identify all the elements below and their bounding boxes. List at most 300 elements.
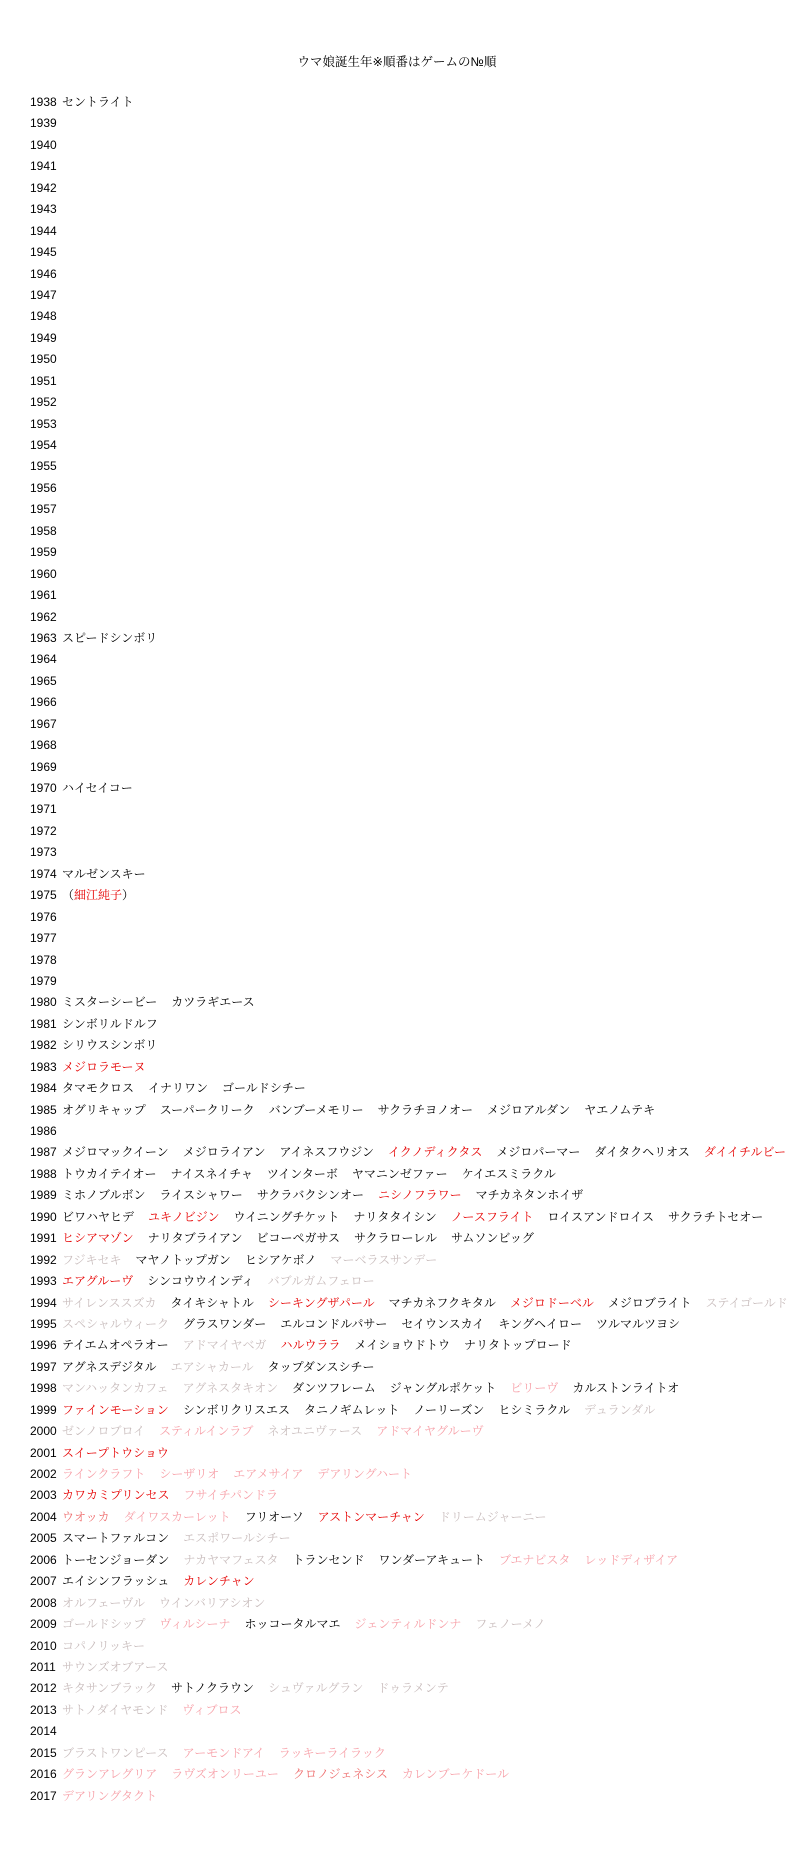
uma-name: ウイニングチケット [233,1209,340,1224]
year-row [30,1764,794,1785]
uma-name: グラスワンダー [183,1316,267,1331]
year-row [30,242,794,263]
uma-name: サクラローレル [353,1231,437,1246]
uma-name: アーモンドアイ [182,1745,265,1760]
uma-name: ビリーヴ [510,1381,559,1396]
uma-name: メジロライアン [182,1145,266,1160]
year-list [30,92,794,1807]
uma-name: メジロラモーヌ [62,1059,146,1074]
year-label: 1941 [30,159,57,174]
uma-name: デアリングタクト [62,1788,158,1803]
uma-name: ゴールドシチー [222,1081,306,1096]
uma-name: カツラギエース [171,995,255,1010]
uma-name: バブルガムフェロー [267,1274,375,1289]
year-row [30,1185,794,1206]
year-row [30,1721,794,1742]
year-label: 1987 [30,1145,57,1160]
uma-name: テイエムオペラオー [62,1338,169,1353]
uma-name: ブエナビスタ [498,1552,571,1567]
uma-name: トーセンジョーダン [62,1552,170,1567]
year-row [30,1014,794,1035]
year-label: 1948 [30,309,57,324]
uma-name: シーザリオ [159,1467,220,1481]
year-label: 1985 [30,1102,57,1117]
uma-name: ） [122,888,135,903]
year-row [30,328,794,349]
year-row [30,1035,794,1056]
year-label: 2012 [30,1681,57,1696]
uma-name: マーベラスサンデー [330,1252,438,1267]
uma-name: イクノディクタス [388,1145,483,1160]
year-label: 1965 [30,673,57,688]
year-label: 1996 [30,1338,57,1353]
uma-name: ダイイチルビー [703,1145,786,1160]
uma-name: シンコウウインディ [147,1274,254,1289]
year-row [30,864,794,885]
uma-name: シンボリルドルフ [62,1016,158,1031]
year-label: 1971 [30,802,57,817]
uma-name: ライスシャワー [159,1188,243,1203]
year-label: 1992 [30,1252,57,1267]
uma-name: ナイスネイチャ [170,1166,253,1181]
uma-name: ハルウララ [280,1338,341,1353]
uma-name: ビワハヤヒデ [62,1209,135,1224]
year-row [30,1228,794,1249]
uma-name: サトノダイヤモンド [62,1702,169,1717]
year-row [30,478,794,499]
uma-name: サクラバクシンオー [256,1188,365,1203]
year-label: 1994 [30,1295,57,1310]
year-label: 2001 [30,1445,57,1460]
year-row [30,692,794,713]
year-row [30,1293,794,1314]
uma-name: サトノクラウン [171,1681,254,1696]
year-row [30,156,794,177]
uma-name: タマモクロス [62,1081,135,1096]
year-row [30,992,794,1013]
year-label: 1984 [30,1081,57,1096]
year-label: 2008 [30,1595,57,1610]
year-label: 1976 [30,909,57,924]
year-row [30,285,794,306]
year-label: 1955 [30,459,57,474]
uma-name: メジロアルダン [487,1102,571,1117]
year-row [30,1485,794,1506]
uma-name: ツインターボ [266,1166,338,1181]
year-row [30,1357,794,1378]
year-label: 1993 [30,1274,57,1289]
year-label: 1991 [30,1231,57,1246]
year-label: 2010 [30,1638,57,1653]
year-label: 1982 [30,1038,57,1053]
year-label: 1959 [30,545,57,560]
uma-name: ラッキーライラック [278,1745,386,1760]
uma-name: ステイゴールド [705,1295,788,1310]
year-row [30,349,794,370]
year-row [30,113,794,134]
uma-name: グランアレグリア [62,1767,158,1782]
uma-name: コパノリッキー [62,1638,146,1653]
year-label: 2015 [30,1745,57,1760]
uma-name: デアリングハート [317,1467,412,1481]
year-row [30,92,794,113]
year-label: 1973 [30,845,57,860]
uma-name: ビコーペガサス [256,1231,340,1246]
year-row [30,1057,794,1078]
uma-name: アストンマーチャン [317,1509,425,1524]
year-row [30,971,794,992]
year-row [30,178,794,199]
year-label: 1945 [30,245,57,260]
uma-name: メジロブライト [607,1295,692,1310]
year-row [30,928,794,949]
year-label: 2014 [30,1724,57,1739]
uma-name: アドマイヤベガ [182,1338,267,1353]
uma-name: 細江純子 [74,888,123,903]
year-row [30,885,794,906]
year-row [30,1571,794,1592]
uma-name: バンブーメモリー [268,1102,364,1117]
uma-name: ネオユニヴァース [267,1424,363,1439]
year-label: 2007 [30,1574,57,1589]
uma-name: キングヘイロー [498,1316,582,1331]
year-row [30,1593,794,1614]
year-label: 1966 [30,695,57,710]
year-label: 1969 [30,759,57,774]
year-row [30,414,794,435]
uma-name: （ [62,888,75,903]
uma-name: サイレンススズカ [62,1295,157,1310]
year-label: 1974 [30,866,57,881]
uma-name: スイープトウショウ [62,1445,169,1460]
year-label: 1989 [30,1188,57,1203]
year-row [30,1207,794,1228]
year-row [30,757,794,778]
uma-name: ゴールドシップ [62,1617,146,1632]
uma-name: セントライト [62,95,134,109]
year-row [30,456,794,477]
year-row [30,1078,794,1099]
year-row [30,821,794,842]
uma-name: シンボリクリスエス [182,1402,291,1417]
year-row [30,199,794,220]
year-row [30,1507,794,1528]
uma-name: メジロパーマー [496,1145,581,1160]
uma-name: カレンチャン [183,1574,255,1589]
uma-name: サクラチトセオー [668,1209,764,1224]
uma-name: ヤエノムテキ [584,1102,656,1117]
uma-name: エアグルーヴ [62,1274,134,1289]
year-label: 1943 [30,202,57,217]
year-label: 1949 [30,330,57,345]
uma-name: スティルインラブ [159,1424,254,1439]
uma-name: ダンツフレーム [292,1381,376,1396]
year-row [30,521,794,542]
year-label: 1961 [30,588,57,603]
year-row [30,542,794,563]
uma-name: ファインモーション [62,1402,169,1417]
uma-name: イナリワン [148,1081,209,1096]
uma-name: アイネスフウジン [279,1145,375,1160]
year-row [30,1528,794,1549]
year-label: 1979 [30,973,57,988]
year-row [30,1164,794,1185]
uma-name: フジキセキ [62,1252,122,1267]
uma-name: ブラストワンピース [62,1745,169,1760]
year-row [30,1400,794,1421]
year-label: 1980 [30,995,57,1010]
year-label: 2004 [30,1509,57,1524]
year-row [30,735,794,756]
uma-name: マヤノトップガン [135,1252,231,1267]
year-label: 1995 [30,1316,57,1331]
year-row [30,842,794,863]
year-row [30,221,794,242]
year-label: 2006 [30,1552,57,1567]
uma-name: スピードシンボリ [62,630,158,645]
uma-name: マルゼンスキー [62,866,146,881]
year-label: 1975 [30,888,57,903]
uma-name: ジャングルポケット [389,1381,497,1396]
uma-name: ミホノブルボン [62,1188,146,1203]
year-label: 1947 [30,287,57,302]
uma-name: ヴィルシーナ [159,1617,231,1632]
year-label: 1942 [30,180,57,195]
uma-name: レッドディザイア [584,1552,679,1567]
year-label: 2016 [30,1767,57,1782]
uma-name: カワカミプリンセス [62,1488,170,1503]
uma-name: ホッコータルマエ [244,1617,341,1632]
year-label: 1999 [30,1402,57,1417]
year-label: 1983 [30,1059,57,1074]
year-row [30,799,794,820]
uma-name: セイウンスカイ [401,1316,485,1331]
uma-name: ナリタタイシン [353,1209,437,1224]
uma-name: デュランダル [584,1402,656,1417]
uma-name: タニノギムレット [304,1402,400,1417]
uma-name: アグネスデジタル [62,1359,157,1374]
year-label: 1939 [30,116,57,131]
year-label: 1940 [30,137,57,152]
year-label: 1970 [30,781,57,795]
year-row [30,264,794,285]
year-row [30,392,794,413]
year-row [30,1700,794,1721]
uma-name: ジェンティルドンナ [354,1617,462,1632]
year-label: 1964 [30,652,57,667]
uma-name: シリウスシンボリ [62,1038,158,1053]
year-label: 1968 [30,738,57,753]
year-row [30,628,794,649]
year-label: 1946 [30,266,57,281]
year-row [30,1678,794,1699]
uma-name: タップダンスシチー [267,1359,375,1374]
uma-name: フサイチパンドラ [183,1488,278,1503]
year-label: 1981 [30,1016,57,1031]
uma-name: ラインクラフト [62,1467,146,1481]
uma-name: ロイスアンドロイス [547,1209,655,1224]
year-row [30,1743,794,1764]
uma-name: サムソンビッグ [450,1231,534,1246]
uma-name: オグリキャップ [62,1102,146,1117]
uma-name: ノースフライト [450,1209,534,1224]
year-label: 1956 [30,480,57,495]
uma-name: ヒシアケボノ [244,1252,317,1267]
uma-name: マチカネタンホイザ [475,1188,584,1203]
uma-name: ハイセイコー [62,781,133,795]
uma-name: トランセンド [292,1552,365,1567]
year-row [30,1421,794,1442]
uma-name: ワンダーアキュート [378,1552,485,1567]
year-label: 1944 [30,223,57,238]
year-row [30,435,794,456]
year-label: 1988 [30,1166,57,1181]
year-row [30,1786,794,1807]
uma-name: オルフェーヴル [62,1595,146,1610]
year-row [30,649,794,670]
year-label: 1962 [30,609,57,624]
page-title: ウマ娘誕生年※順番はゲームの№順 [297,55,497,69]
year-label: 1977 [30,931,57,946]
uma-name: エアメサイア [233,1467,304,1481]
year-row [30,306,794,327]
year-label: 1997 [30,1359,57,1374]
uma-name: メイショウドトウ [354,1338,450,1353]
year-label: 2011 [30,1659,56,1674]
uma-name: アグネスタキオン [182,1381,279,1396]
uma-name: タイキシャトル [170,1295,254,1310]
uma-name: サウンズオブアース [62,1659,169,1674]
year-row [30,1314,794,1335]
uma-name: エルコンドルパサー [280,1316,388,1331]
uma-name: ナカヤマフェスタ [183,1552,279,1567]
year-row [30,1464,794,1485]
uma-name: メジロマックイーン [62,1145,169,1160]
uma-name: ノーリーズン [413,1402,485,1417]
year-label: 2013 [30,1702,57,1717]
year-label: 2003 [30,1488,57,1503]
uma-name: ナリタブライアン [147,1231,243,1246]
uma-name: ケイエスミラクル [461,1166,556,1181]
uma-name: ニシノフラワー [378,1188,462,1203]
uma-name: ゼンノロブロイ [62,1424,146,1439]
uma-name: クロノジェネシス [292,1767,388,1782]
uma-name: ドゥラメンテ [377,1681,449,1696]
year-label: 1960 [30,566,57,581]
year-row [30,1378,794,1399]
uma-name: エイシンフラッシュ [62,1574,170,1589]
year-label: 1953 [30,416,57,431]
year-row [30,1100,794,1121]
uma-name: アドマイヤグルーヴ [376,1424,484,1439]
year-label: 1952 [30,395,57,410]
year-row [30,1271,794,1292]
uma-name: ナリタトップロード [464,1338,572,1353]
year-row [30,499,794,520]
year-row [30,1550,794,1571]
uma-name: マンハッタンカフェ [62,1381,169,1396]
year-label: 2000 [30,1424,57,1439]
year-row [30,950,794,971]
uma-name: フリオーソ [244,1509,304,1524]
year-row [30,1335,794,1356]
year-label: 1967 [30,716,57,731]
year-label: 1990 [30,1209,57,1224]
year-label: 2009 [30,1617,57,1632]
year-row [30,1121,794,1142]
uma-name: キタサンブラック [62,1681,158,1696]
year-row [30,907,794,928]
year-row [30,585,794,606]
uma-name: カルストンライトオ [572,1381,680,1396]
year-label: 1951 [30,373,57,388]
year-row [30,1657,794,1678]
uma-name: ラヴズオンリーユー [171,1767,279,1782]
uma-name: スーパークリーク [159,1102,255,1117]
year-label: 1938 [30,95,57,109]
year-label: 2002 [30,1467,57,1481]
year-label: 1972 [30,823,57,838]
year-row [30,671,794,692]
uma-name: ヒシミラクル [498,1402,571,1417]
uma-name: マチカネフクキタル [388,1295,496,1310]
uma-name: シーキングザパール [267,1295,375,1310]
year-label: 2017 [30,1788,57,1803]
uma-name: ダイワスカーレット [123,1509,231,1524]
year-row [30,1250,794,1271]
year-label: 1978 [30,952,57,967]
uma-name: カレンブーケドール [401,1767,509,1782]
uma-name: フェノーメノ [475,1617,546,1632]
uma-name: ヒシアマゾン [62,1231,134,1246]
year-label: 1954 [30,438,57,452]
year-row [30,1443,794,1464]
year-row [30,371,794,392]
year-label: 1958 [30,523,57,538]
year-row [30,1636,794,1657]
year-label: 1986 [30,1124,57,1138]
uma-name: スペシャルウィーク [62,1316,170,1331]
uma-name: ウインバリアシオン [159,1595,266,1610]
uma-name: ウオッカ [62,1509,110,1524]
year-row [30,135,794,156]
uma-name: エスポワールシチー [183,1531,291,1546]
uma-name: エアシャカール [170,1359,254,1374]
year-label: 1957 [30,502,57,517]
year-label: 1950 [30,352,57,367]
uma-name: ツルマルツヨシ [595,1316,680,1331]
year-row [30,564,794,585]
year-row [30,1142,794,1163]
uma-name: ドリームジャーニー [438,1509,547,1524]
year-label: 1998 [30,1381,57,1396]
year-row [30,714,794,735]
year-label: 1963 [30,630,57,645]
year-row [30,1614,794,1635]
year-label: 2005 [30,1531,57,1546]
uma-name: メジロドーベル [509,1295,594,1310]
year-row [30,607,794,628]
uma-name: シュヴァルグラン [267,1681,364,1696]
uma-name: ダイタクヘリオス [594,1145,690,1160]
year-row [30,778,794,799]
uma-name: ユキノビジン [148,1209,220,1224]
uma-name: トウカイテイオー [62,1166,157,1181]
uma-name: ヤマニンゼファー [351,1166,448,1181]
uma-name: サクラチヨノオー [377,1102,474,1117]
uma-name: スマートファルコン [62,1531,170,1546]
uma-name: ミスターシービー [62,995,158,1010]
